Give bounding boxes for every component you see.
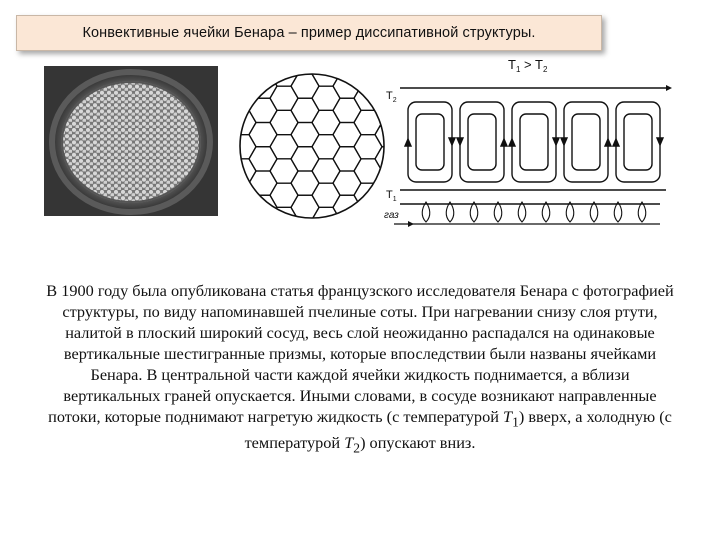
flow-arrow — [405, 139, 411, 146]
convection-inner-loop — [520, 114, 548, 170]
burner-flame — [590, 202, 598, 222]
hexagon-cells-diagram — [238, 72, 386, 220]
flow-arrow — [561, 138, 567, 145]
hexagon-cell — [333, 220, 361, 221]
convection-inner-loop — [416, 114, 444, 170]
flow-arrow — [509, 139, 515, 146]
hexagon-cell — [238, 159, 256, 183]
hexagon-cell — [238, 86, 256, 110]
hexagon-cell — [238, 72, 256, 86]
slide-title-box — [16, 15, 602, 51]
slide-title: Конвективные ячейки Бенара – пример диссипативной структуры. — [82, 25, 536, 41]
flow-arrow — [605, 139, 611, 146]
gas-label: газ — [384, 210, 399, 221]
flow-arrow — [457, 138, 463, 145]
hexagon-cell — [291, 220, 319, 221]
body-text: В 1900 году была опубликована статья французского исследователя Бенара с фотографией структуры, по виду напоминавшей пчелиные соты. При нагревании снизу слоя ртути, налитой в плоский широкий сосуд, весь слой неожиданно распадался на одинаковые вертикальные шестигранные призмы, которые впоследствии были названы ячейками Бенара. В центральной части каждой ячейки жидкость поднимается, а вблизи вертикальных граней опускается. Иными словами, в сосуде возникают направленные потоки, которые поднимают нагретую жидкость (с температурой $T_1$) вверх, а холодную (с температурой $T_2$) опускают вниз. — [46, 281, 674, 456]
hexagon-cell — [354, 183, 382, 207]
burner-flame — [638, 202, 646, 222]
burner-flame — [422, 202, 430, 222]
burner-flame — [470, 202, 478, 222]
convection-flow-diagram — [384, 52, 674, 232]
top-plate-label: $T_2$ — [386, 90, 397, 104]
burner-flame — [542, 202, 550, 222]
convection-inner-loop — [572, 114, 600, 170]
hexagon-cell — [333, 72, 361, 74]
hexagon-cell — [354, 207, 382, 220]
hexagon-cell — [354, 72, 382, 86]
flow-arrow — [501, 139, 507, 146]
burner-flame — [518, 202, 526, 222]
burner-flame — [446, 202, 454, 222]
burner-flame — [566, 202, 574, 222]
convection-inner-loop — [468, 114, 496, 170]
flow-arrow — [657, 138, 663, 145]
benard-photo-image — [44, 66, 218, 216]
flow-arrow — [553, 138, 559, 145]
flow-arrow — [449, 138, 455, 145]
burner-flame — [614, 202, 622, 222]
body-paragraph — [46, 280, 674, 459]
hexagon-cell — [249, 72, 277, 74]
convection-inner-loop — [624, 114, 652, 170]
hexagon-cell — [249, 220, 277, 221]
hexagon-cell — [238, 207, 256, 220]
bottom-plate-label: $T_1$ — [386, 189, 397, 203]
burner-flame — [494, 202, 502, 222]
temp-relation-label: $T_1 > T_2$ — [508, 57, 548, 74]
hexagon-cell — [270, 207, 298, 220]
flow-arrow — [613, 139, 619, 146]
